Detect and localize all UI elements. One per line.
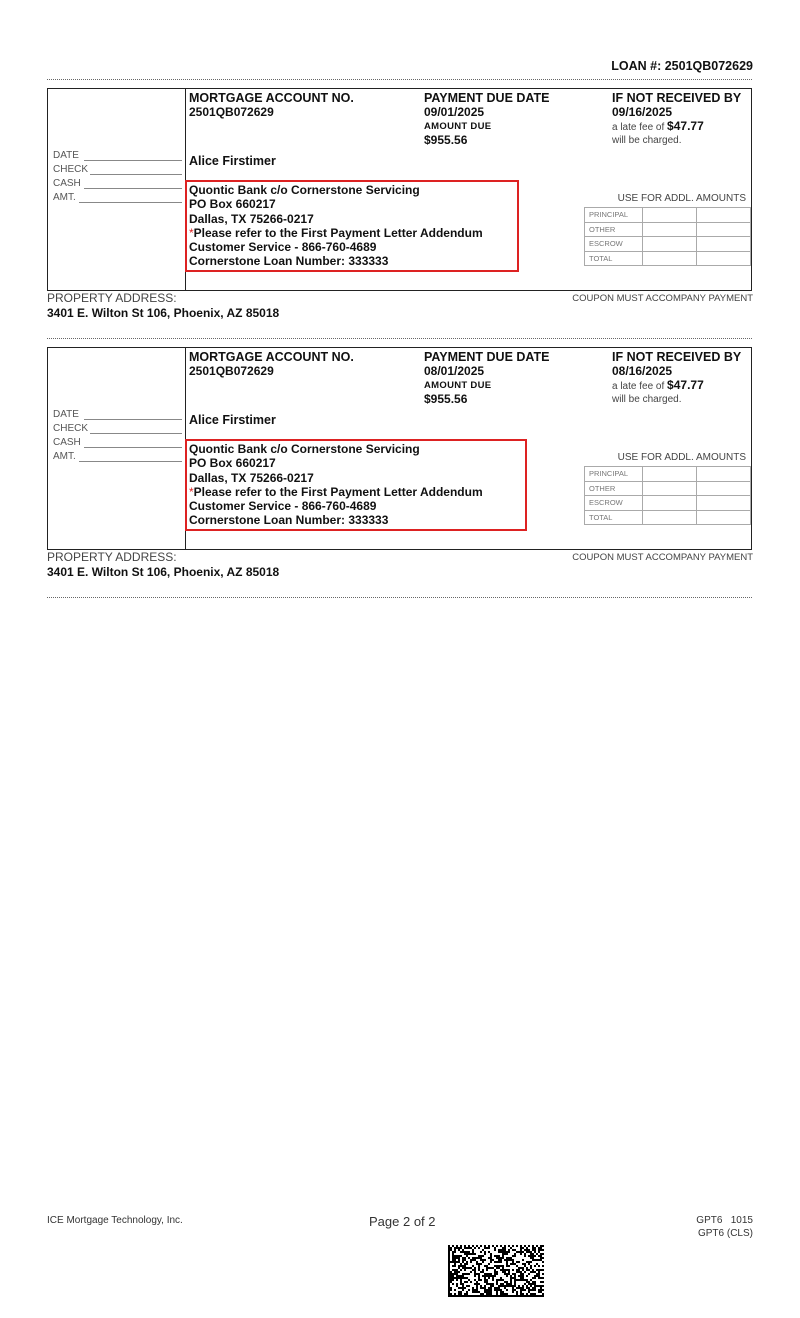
escrow-field[interactable] — [643, 496, 697, 511]
late-fee-amount: $47.77 — [667, 119, 704, 133]
table-row — [585, 481, 751, 496]
other-field[interactable] — [643, 481, 697, 496]
datamatrix-barcode — [448, 1245, 544, 1297]
due-date-header: PAYMENT DUE DATE — [424, 91, 550, 105]
table-row — [585, 510, 751, 525]
escrow-label: ESCROW — [585, 496, 643, 511]
other-field-cents[interactable] — [697, 481, 751, 496]
late-date: 08/16/2025 — [612, 364, 673, 378]
late-date: 09/16/2025 — [612, 105, 673, 119]
loan-number: LOAN #: 2501QB072629 — [611, 59, 753, 73]
total-field[interactable] — [643, 510, 697, 525]
check-label: CHECK — [53, 423, 89, 434]
use-addl-label: USE FOR ADDL. AMOUNTS — [617, 452, 746, 463]
check-line — [90, 174, 182, 175]
addl-amounts-table — [584, 466, 751, 525]
account-header: MORTGAGE ACCOUNT NO. — [189, 350, 354, 364]
payment-coupon — [47, 347, 752, 550]
form-code-2: GPT6 (CLS) — [697, 1228, 753, 1239]
amount-due: $955.56 — [424, 133, 468, 147]
late-fee-suffix: will be charged. — [612, 135, 682, 146]
remit-addendum: Please refer to the First Payment Letter Addendum — [193, 225, 483, 240]
due-date-header: PAYMENT DUE DATE — [424, 350, 550, 364]
table-row — [585, 496, 751, 511]
borrower-name: Alice Firstimer — [189, 413, 276, 427]
late-header: IF NOT RECEIVED BY — [612, 91, 742, 105]
total-label: TOTAL — [585, 251, 643, 266]
cash-label: CASH — [53, 437, 81, 448]
addl-amounts-table — [584, 207, 751, 266]
escrow-field-cents[interactable] — [697, 237, 751, 252]
amt-line — [79, 202, 182, 203]
check-line — [90, 433, 182, 434]
remit-line: PO Box 660217 — [189, 456, 276, 471]
late-fee-text — [612, 120, 704, 133]
remit-line: Quontic Bank c/o Cornerstone Servicing — [189, 183, 420, 197]
principal-field-cents[interactable] — [697, 467, 751, 482]
form-code: GPT6 1015 — [696, 1215, 753, 1226]
late-fee-text — [612, 379, 704, 392]
amt-label: AMT. — [53, 192, 76, 203]
coupon-note: COUPON MUST ACCOMPANY PAYMENT — [572, 552, 753, 563]
remittance-address — [185, 439, 527, 531]
cash-line — [84, 188, 182, 189]
principal-field[interactable] — [643, 208, 697, 223]
total-label: TOTAL — [585, 510, 643, 525]
late-fee-amount: $47.77 — [667, 378, 704, 392]
payment-coupon — [47, 88, 752, 291]
asterisk: * — [189, 225, 194, 240]
remittance-address — [185, 180, 519, 272]
property-address: 3401 E. Wilton St 106, Phoenix, AZ 85018 — [47, 306, 280, 320]
date-line — [84, 160, 182, 161]
escrow-label: ESCROW — [585, 237, 643, 252]
payment-record-column — [48, 89, 186, 290]
cut-line — [47, 597, 752, 598]
check-label: CHECK — [53, 164, 89, 175]
borrower-name: Alice Firstimer — [189, 154, 276, 168]
due-date: 08/01/2025 — [424, 364, 485, 378]
account-number: 2501QB072629 — [189, 364, 274, 378]
late-fee-prefix: a late fee of — [612, 381, 665, 392]
property-address: 3401 E. Wilton St 106, Phoenix, AZ 85018 — [47, 565, 280, 579]
other-label: OTHER — [585, 481, 643, 496]
escrow-field[interactable] — [643, 237, 697, 252]
table-row — [585, 467, 751, 482]
asterisk: * — [189, 484, 194, 499]
total-field-cents[interactable] — [697, 510, 751, 525]
date-line — [84, 419, 182, 420]
late-header: IF NOT RECEIVED BY — [612, 350, 742, 364]
amount-due-label: AMOUNT DUE — [424, 380, 492, 391]
other-field-cents[interactable] — [697, 222, 751, 237]
property-address-label: PROPERTY ADDRESS: — [47, 291, 177, 305]
remit-line: PO Box 660217 — [189, 197, 276, 212]
amt-label: AMT. — [53, 451, 76, 462]
principal-label: PRINCIPAL — [585, 208, 643, 223]
remit-line — [189, 226, 515, 240]
principal-field-cents[interactable] — [697, 208, 751, 223]
page-number: Page 2 of 2 — [369, 1214, 436, 1229]
remit-line: Customer Service - 866-760-4689 — [189, 240, 377, 255]
other-label: OTHER — [585, 222, 643, 237]
total-field-cents[interactable] — [697, 251, 751, 266]
table-row — [585, 237, 751, 252]
late-fee-prefix: a late fee of — [612, 122, 665, 133]
total-field[interactable] — [643, 251, 697, 266]
remit-line: Quontic Bank c/o Cornerstone Servicing — [189, 442, 420, 456]
date-label: DATE — [53, 150, 79, 161]
remit-line: Cornerstone Loan Number: 333333 — [189, 254, 389, 269]
payment-record-column — [48, 348, 186, 549]
principal-label: PRINCIPAL — [585, 467, 643, 482]
table-row — [585, 208, 751, 223]
due-date: 09/01/2025 — [424, 105, 485, 119]
table-row — [585, 222, 751, 237]
remit-line: Dallas, TX 75266-0217 — [189, 211, 314, 226]
other-field[interactable] — [643, 222, 697, 237]
date-label: DATE — [53, 409, 79, 420]
cut-line — [47, 338, 752, 339]
cash-label: CASH — [53, 178, 81, 189]
remit-line: Dallas, TX 75266-0217 — [189, 470, 314, 485]
amt-line — [79, 461, 182, 462]
remit-line: Customer Service - 866-760-4689 — [189, 499, 377, 514]
remit-line: Cornerstone Loan Number: 333333 — [189, 513, 389, 528]
table-row — [585, 251, 751, 266]
escrow-field-cents[interactable] — [697, 496, 751, 511]
coupon-note: COUPON MUST ACCOMPANY PAYMENT — [572, 293, 753, 304]
late-fee-suffix: will be charged. — [612, 394, 682, 405]
footer-company: ICE Mortgage Technology, Inc. — [47, 1215, 183, 1226]
cash-line — [84, 447, 182, 448]
account-number: 2501QB072629 — [189, 105, 274, 119]
amount-due: $955.56 — [424, 392, 468, 406]
amount-due-label: AMOUNT DUE — [424, 121, 492, 132]
remit-addendum: Please refer to the First Payment Letter Addendum — [193, 484, 483, 499]
use-addl-label: USE FOR ADDL. AMOUNTS — [617, 193, 746, 204]
principal-field[interactable] — [643, 467, 697, 482]
cut-line — [47, 79, 752, 80]
account-header: MORTGAGE ACCOUNT NO. — [189, 91, 354, 105]
remit-line — [189, 485, 523, 499]
property-address-label: PROPERTY ADDRESS: — [47, 550, 177, 564]
